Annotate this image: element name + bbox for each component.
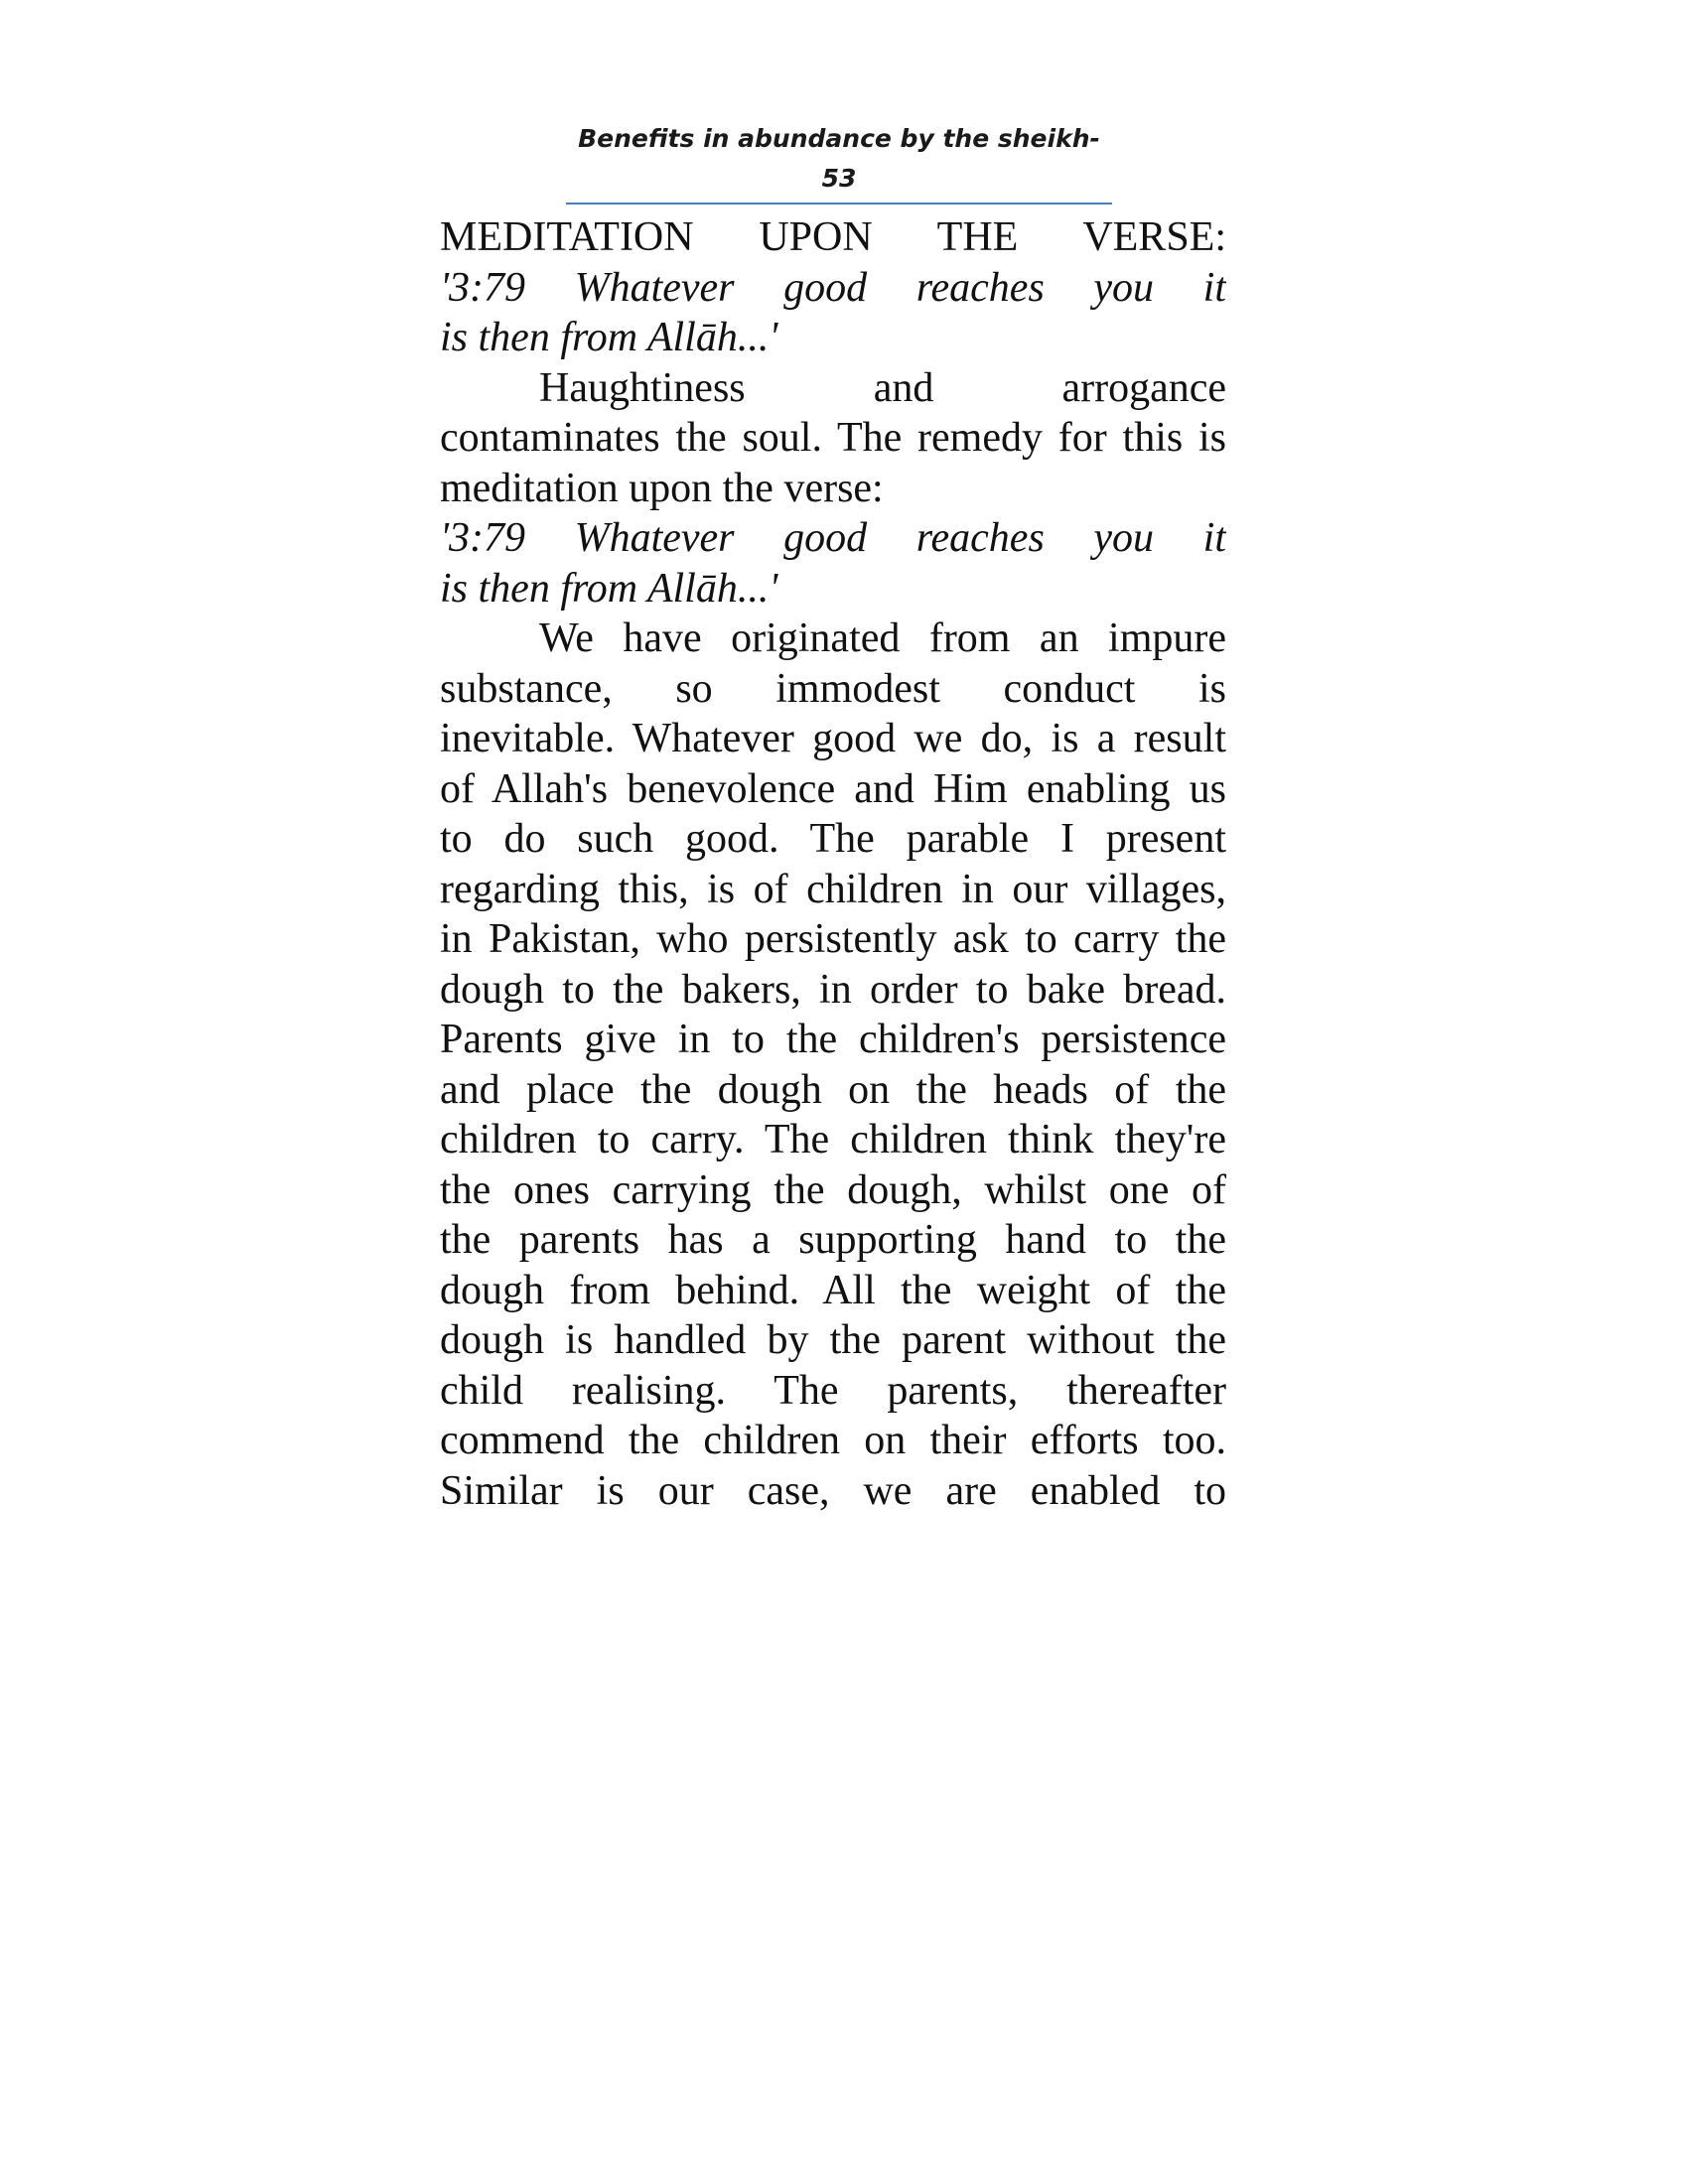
verse-quote-line: '3:79 Whatever good reaches you it [440,515,1226,561]
paragraph-line: commend the children on their efforts too. [440,1418,1226,1463]
paragraph-line: dough is handled by the parent without the [440,1317,1226,1363]
page-body [440,212,1226,1516]
paragraph-line: Parents give in to the children's persistence [440,1017,1226,1062]
paragraph-line: dough to the bakers, in order to bake bread. [440,966,1226,1013]
paragraph-line: meditation upon the verse: [440,465,884,511]
paragraph-line: of Allah's benevolence and Him enabling us [440,765,1226,812]
header-title: Benefits in abundance by the sheikh-53 [578,124,1100,193]
header-divider [566,203,1112,205]
paragraph-line: Haughtiness and arrogance [539,364,1226,411]
paragraph-line: contaminates the soul. The remedy for this is [440,415,1226,461]
verse-quote-line: is then from Allāh...' [440,565,778,612]
paragraph-line: dough from behind. All the weight of the [440,1267,1226,1313]
paragraph-line: in Pakistan, who persistently ask to carry the [440,916,1226,962]
verse-quote-line: is then from Allāh...' [440,315,778,360]
paragraph-line: children to carry. The children think they're [440,1117,1226,1162]
verse-quote-line: '3:79 Whatever good reaches you it [440,264,1226,311]
paragraph-line: Similar is our case, we are enabled to [440,1467,1226,1514]
section-heading: MEDITATION UPON THE VERSE: [440,214,1226,260]
paragraph-line: and place the dough on the heads of the [440,1066,1226,1113]
paragraph-line: We have originated from an impure [539,615,1226,661]
paragraph-line: substance, so immodest conduct is [440,665,1226,712]
paragraph-line: inevitable. Whatever good we do, is a result [440,716,1226,761]
paragraph-line: regarding this, is of children in our villages, [440,866,1226,912]
paragraph-line: child realising. The parents, thereafter [440,1367,1226,1414]
running-header [566,119,1112,205]
paragraph-line: the ones carrying the dough, whilst one of [440,1166,1226,1213]
paragraph-line: the parents has a supporting hand to the [440,1217,1226,1263]
paragraph-line: to do such good. The parable I present [440,816,1226,862]
